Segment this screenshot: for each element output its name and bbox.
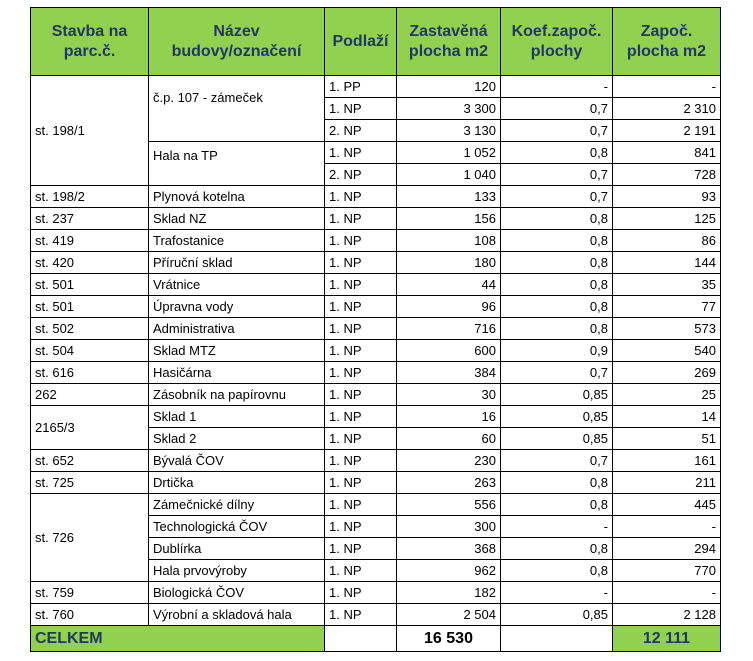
building-name-cell: Hasičárna (149, 362, 325, 384)
coef-cell: - (501, 76, 613, 98)
floor-cell: 1. NP (325, 208, 397, 230)
area-cell: 1 040 (397, 164, 501, 186)
floor-cell: 1. NP (325, 362, 397, 384)
area-cell: 44 (397, 274, 501, 296)
building-name-cell: Sklad MTZ (149, 340, 325, 362)
counted-cell: 540 (613, 340, 721, 362)
floor-cell: 1. PP (325, 76, 397, 98)
area-cell: 30 (397, 384, 501, 406)
header-zapoc: Započ. plocha m2 (613, 8, 721, 76)
building-name-cell: Výrobní a skladová hala (149, 604, 325, 626)
floor-cell: 1. NP (325, 582, 397, 604)
building-name-cell: Drtička (149, 472, 325, 494)
floor-cell: 2. NP (325, 120, 397, 142)
coef-cell: - (501, 582, 613, 604)
building-name-cell: Příruční sklad (149, 252, 325, 274)
table-row (31, 494, 721, 516)
building-name-cell: Sklad 2 (149, 428, 325, 450)
table-row (31, 582, 721, 604)
floor-cell: 1. NP (325, 472, 397, 494)
building-name-cell: Hala na TP (149, 142, 325, 186)
area-cell: 300 (397, 516, 501, 538)
building-name-cell: Administrativa (149, 318, 325, 340)
building-area-table (30, 7, 721, 652)
area-cell: 120 (397, 76, 501, 98)
total-row (31, 626, 721, 652)
counted-cell: 161 (613, 450, 721, 472)
floor-cell: 1. NP (325, 494, 397, 516)
building-name-cell: Biologická ČOV (149, 582, 325, 604)
coef-cell: 0,7 (501, 98, 613, 120)
table-row (31, 274, 721, 296)
coef-cell: 0,8 (501, 252, 613, 274)
parcel-cell: st. 652 (31, 450, 149, 472)
coef-cell: 0,9 (501, 340, 613, 362)
parcel-cell: st. 502 (31, 318, 149, 340)
floor-cell: 1. NP (325, 516, 397, 538)
header-stavba: Stavba na parc.č. (31, 8, 149, 76)
table-row (31, 406, 721, 428)
floor-cell: 1. NP (325, 450, 397, 472)
coef-cell: 0,8 (501, 494, 613, 516)
table-row (31, 230, 721, 252)
counted-cell: 294 (613, 538, 721, 560)
counted-cell: 770 (613, 560, 721, 582)
building-name-cell: Vrátnice (149, 274, 325, 296)
floor-cell: 1. NP (325, 560, 397, 582)
floor-cell: 1. NP (325, 98, 397, 120)
area-cell: 96 (397, 296, 501, 318)
parcel-cell: st. 760 (31, 604, 149, 626)
coef-cell: 0,8 (501, 318, 613, 340)
floor-cell: 1. NP (325, 296, 397, 318)
coef-cell: 0,8 (501, 208, 613, 230)
area-cell: 182 (397, 582, 501, 604)
coef-cell: - (501, 516, 613, 538)
counted-cell: 93 (613, 186, 721, 208)
floor-cell: 1. NP (325, 230, 397, 252)
coef-cell: 0,7 (501, 450, 613, 472)
parcel-cell: st. 420 (31, 252, 149, 274)
area-cell: 3 130 (397, 120, 501, 142)
counted-cell: 445 (613, 494, 721, 516)
coef-cell: 0,8 (501, 142, 613, 164)
coef-cell: 0,8 (501, 472, 613, 494)
table-row (31, 340, 721, 362)
table-row (31, 208, 721, 230)
counted-cell: 51 (613, 428, 721, 450)
counted-cell: 2 310 (613, 98, 721, 120)
counted-cell: 269 (613, 362, 721, 384)
parcel-cell: st. 616 (31, 362, 149, 384)
table-row (31, 252, 721, 274)
area-cell: 600 (397, 340, 501, 362)
building-name-cell: Plynová kotelna (149, 186, 325, 208)
coef-cell: 0,7 (501, 186, 613, 208)
coef-cell: 0,85 (501, 428, 613, 450)
header-podlazi: Podlaží (325, 8, 397, 76)
building-name-cell: č.p. 107 - zámeček (149, 76, 325, 142)
table-row (31, 362, 721, 384)
area-cell: 716 (397, 318, 501, 340)
floor-cell: 1. NP (325, 142, 397, 164)
area-cell: 230 (397, 450, 501, 472)
counted-cell: 86 (613, 230, 721, 252)
area-cell: 962 (397, 560, 501, 582)
floor-cell: 1. NP (325, 384, 397, 406)
counted-cell: 573 (613, 318, 721, 340)
floor-cell: 1. NP (325, 406, 397, 428)
counted-cell: 211 (613, 472, 721, 494)
area-cell: 133 (397, 186, 501, 208)
total-empty-coef (501, 626, 613, 652)
counted-cell: 125 (613, 208, 721, 230)
parcel-cell: st. 501 (31, 296, 149, 318)
counted-cell: 14 (613, 406, 721, 428)
building-name-cell: Úpravna vody (149, 296, 325, 318)
parcel-cell: st. 759 (31, 582, 149, 604)
building-name-cell: Technologická ČOV (149, 516, 325, 538)
coef-cell: 0,85 (501, 604, 613, 626)
table-row (31, 318, 721, 340)
counted-cell: 2 128 (613, 604, 721, 626)
floor-cell: 1. NP (325, 538, 397, 560)
parcel-cell: 262 (31, 384, 149, 406)
counted-cell: 144 (613, 252, 721, 274)
table-row (31, 76, 721, 98)
table-row (31, 186, 721, 208)
floor-cell: 1. NP (325, 340, 397, 362)
parcel-cell: st. 419 (31, 230, 149, 252)
coef-cell: 0,7 (501, 164, 613, 186)
coef-cell: 0,8 (501, 538, 613, 560)
table-row (31, 450, 721, 472)
parcel-cell: st. 725 (31, 472, 149, 494)
parcel-cell: st. 504 (31, 340, 149, 362)
floor-cell: 2. NP (325, 164, 397, 186)
header-zastavena: Zastavěná plocha m2 (397, 8, 501, 76)
parcel-cell: st. 198/1 (31, 76, 149, 186)
counted-cell: 77 (613, 296, 721, 318)
area-cell: 556 (397, 494, 501, 516)
building-name-cell: Dublírka (149, 538, 325, 560)
table-row (31, 384, 721, 406)
counted-cell: - (613, 516, 721, 538)
area-cell: 16 (397, 406, 501, 428)
area-cell: 384 (397, 362, 501, 384)
building-name-cell: Trafostanice (149, 230, 325, 252)
building-name-cell: Bývalá ČOV (149, 450, 325, 472)
area-cell: 156 (397, 208, 501, 230)
building-name-cell: Zámečnické dílny (149, 494, 325, 516)
building-area-table-wrap (30, 7, 721, 652)
parcel-cell: st. 501 (31, 274, 149, 296)
coef-cell: 0,8 (501, 230, 613, 252)
total-empty-floor (325, 626, 397, 652)
floor-cell: 1. NP (325, 604, 397, 626)
header-nazev: Název budovy/označení (149, 8, 325, 76)
total-counted: 12 111 (613, 626, 721, 652)
area-cell: 263 (397, 472, 501, 494)
total-label: CELKEM (31, 626, 325, 652)
coef-cell: 0,7 (501, 362, 613, 384)
counted-cell: - (613, 76, 721, 98)
total-area: 16 530 (397, 626, 501, 652)
parcel-cell: st. 237 (31, 208, 149, 230)
area-cell: 1 052 (397, 142, 501, 164)
counted-cell: - (613, 582, 721, 604)
building-name-cell: Hala prvovýroby (149, 560, 325, 582)
building-name-cell: Sklad NZ (149, 208, 325, 230)
counted-cell: 35 (613, 274, 721, 296)
coef-cell: 0,8 (501, 560, 613, 582)
area-cell: 180 (397, 252, 501, 274)
coef-cell: 0,8 (501, 296, 613, 318)
area-cell: 3 300 (397, 98, 501, 120)
area-cell: 60 (397, 428, 501, 450)
parcel-cell: st. 198/2 (31, 186, 149, 208)
counted-cell: 25 (613, 384, 721, 406)
building-name-cell: Zásobník na papírovnu (149, 384, 325, 406)
counted-cell: 728 (613, 164, 721, 186)
counted-cell: 2 191 (613, 120, 721, 142)
table-row (31, 604, 721, 626)
building-name-cell: Sklad 1 (149, 406, 325, 428)
parcel-cell: st. 726 (31, 494, 149, 582)
floor-cell: 1. NP (325, 318, 397, 340)
table-body (31, 76, 721, 626)
floor-cell: 1. NP (325, 428, 397, 450)
coef-cell: 0,85 (501, 406, 613, 428)
header-koef: Koef.započ. plochy (501, 8, 613, 76)
coef-cell: 0,7 (501, 120, 613, 142)
floor-cell: 1. NP (325, 274, 397, 296)
header-row (31, 8, 721, 76)
coef-cell: 0,8 (501, 274, 613, 296)
table-row (31, 296, 721, 318)
counted-cell: 841 (613, 142, 721, 164)
area-cell: 108 (397, 230, 501, 252)
coef-cell: 0,85 (501, 384, 613, 406)
parcel-cell: 2165/3 (31, 406, 149, 450)
area-cell: 368 (397, 538, 501, 560)
floor-cell: 1. NP (325, 252, 397, 274)
floor-cell: 1. NP (325, 186, 397, 208)
table-row (31, 472, 721, 494)
area-cell: 2 504 (397, 604, 501, 626)
